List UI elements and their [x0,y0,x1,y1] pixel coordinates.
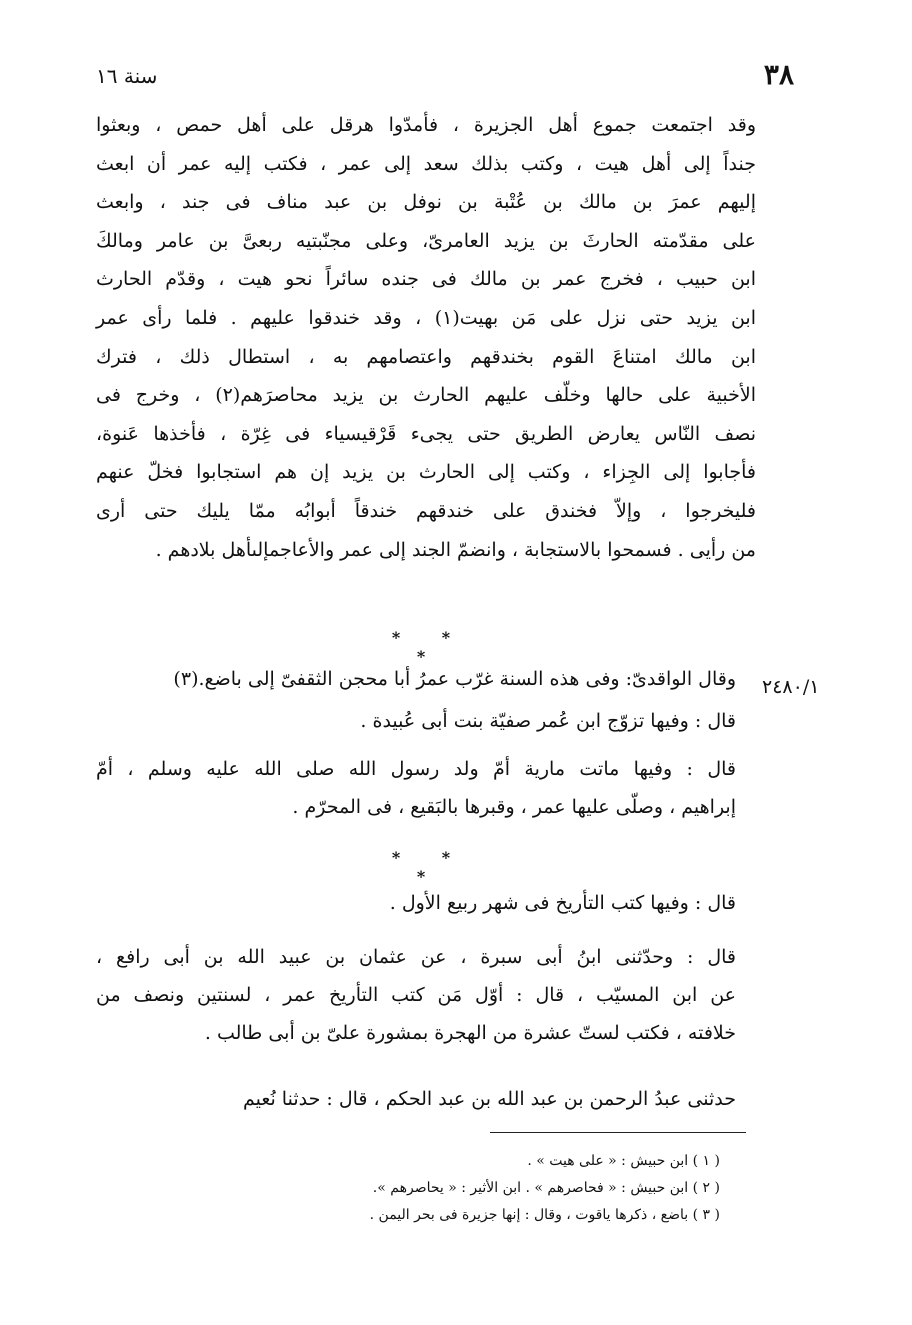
text-line: إليهم عمرَ بن مالك بن عُتْبة بن نوفل بن عبد مناف فى جند ، وابعث [96,191,756,214]
page-number: ٣٨ [763,58,794,91]
paragraph [96,1080,736,1118]
paragraph [96,938,736,1052]
text-line: الأخبية على حالها وخلّف عليهم الحارث بن يزيد محاصرَهم(٢) ، وخرج فى [96,384,756,407]
footnote: ( ١ ) ابن حبيش : « على هيت » . [527,1153,720,1169]
text-line: قال : وحدّثنى ابنُ أبى سبرة ، عن عثمان بن عبيد الله بن أبى رافع ، [96,946,736,968]
text-line: قال : وفيها تزوّج ابن عُمر صفيّة بنت أبى عُبيدة . [360,710,736,732]
text-line: على مقدّمته الحارثَ بن يزيد العامرىّ، وعلى مجنّبتيه ربعىَّ بن عامر ومالكَ [96,229,756,252]
text-line: خلافته ، فكتب لستّ عشرة من الهجرة بمشورة علىّ بن أبى طالب . [204,1022,736,1044]
text-line: إبراهيم ، وصلّى عليها عمر ، وقبرها بالبَقيع ، فى المحرّم . [292,796,736,818]
paragraph [96,660,736,698]
text-line: نصف النّاس يعارض الطريق حتى يجىء قَرْقيسياء فى غِرّة ، فأخذها عَنوة، [96,422,756,445]
paragraph [96,702,736,740]
text-line: عن ابن المسيّب ، قال : أوّل مَن كتب التأريخ عمر ، لسنتين ونصف من [96,984,736,1006]
text-line: من رأيى . فسمحوا بالاستجابة ، وانضمّ الجند إلى عمر والأعاجمإلىأهل بلادهم . [155,538,756,561]
running-header-year: سنة ١٦ [96,64,158,88]
paragraph [96,750,736,826]
text-line: جنداً إلى أهل هيت ، وكتب بذلك سعد إلى عمر ، فكتب إليه عمر أن ابعث [96,152,756,175]
text-line: وقال الواقدىّ: وفى هذه السنة غرّب عمرُ أبا محجن الثقفىّ إلى باضع.(٣) [173,668,736,690]
text-line: فأجابوا إلى الجِزاء ، وكتب إلى الحارث بن يزيد إن هم استجابوا فخلّ عنهم [96,461,756,484]
footnote: ( ٣ ) باضع ، ذكرها ياقوت ، وقال : إنها جزيرة فى بحر اليمن . [369,1207,720,1223]
text-line: ابن يزيد حتى نزل على مَن بهيت(١) ، وقد خندقوا عليهم . فلما رأى عمر [96,306,756,329]
margin-reference: ٢٤٨٠/١ [762,676,820,698]
text-line: قال : وفيها كتب التأريخ فى شهر ربيع الأول . [389,892,736,914]
footnote: ( ٢ ) ابن حبيش : « فحاصرهم » . ابن الأثير : « يحاصرهم ». [372,1180,720,1196]
section-separator: * * * [391,628,469,666]
text-line: ابن مالك امتناعَ القوم بخندقهم واعتصامهم به ، استطال ذلك ، فترك [96,345,756,368]
main-paragraph [96,106,756,569]
section-separator: * * * [391,848,469,886]
paragraph [96,884,736,922]
footnote-rule [490,1132,746,1133]
text-line: ابن حبيب ، فخرج عمر بن مالك فى جنده سائراً نحو هيت ، وقدّم الحارث [96,268,756,291]
text-line: قال : وفيها ماتت مارية أمّ ولد رسول الله صلى الله عليه وسلم ، أمّ [96,758,736,780]
text-line: حدثنى عبدُ الرحمن بن عبد الله بن عبد الحكم ، قال : حدثنا نُعيم [242,1088,736,1110]
footnotes [200,1148,720,1229]
text-line: وقد اجتمعت جموع أهل الجزيرة ، فأمدّوا هرقل على أهل حمص ، وبعثوا [96,114,756,136]
text-line: فليخرجوا ، وإلاّ فخندق على خندقهم خندقاً أبوابُه ممّا يليك حتى أرى [96,499,756,522]
